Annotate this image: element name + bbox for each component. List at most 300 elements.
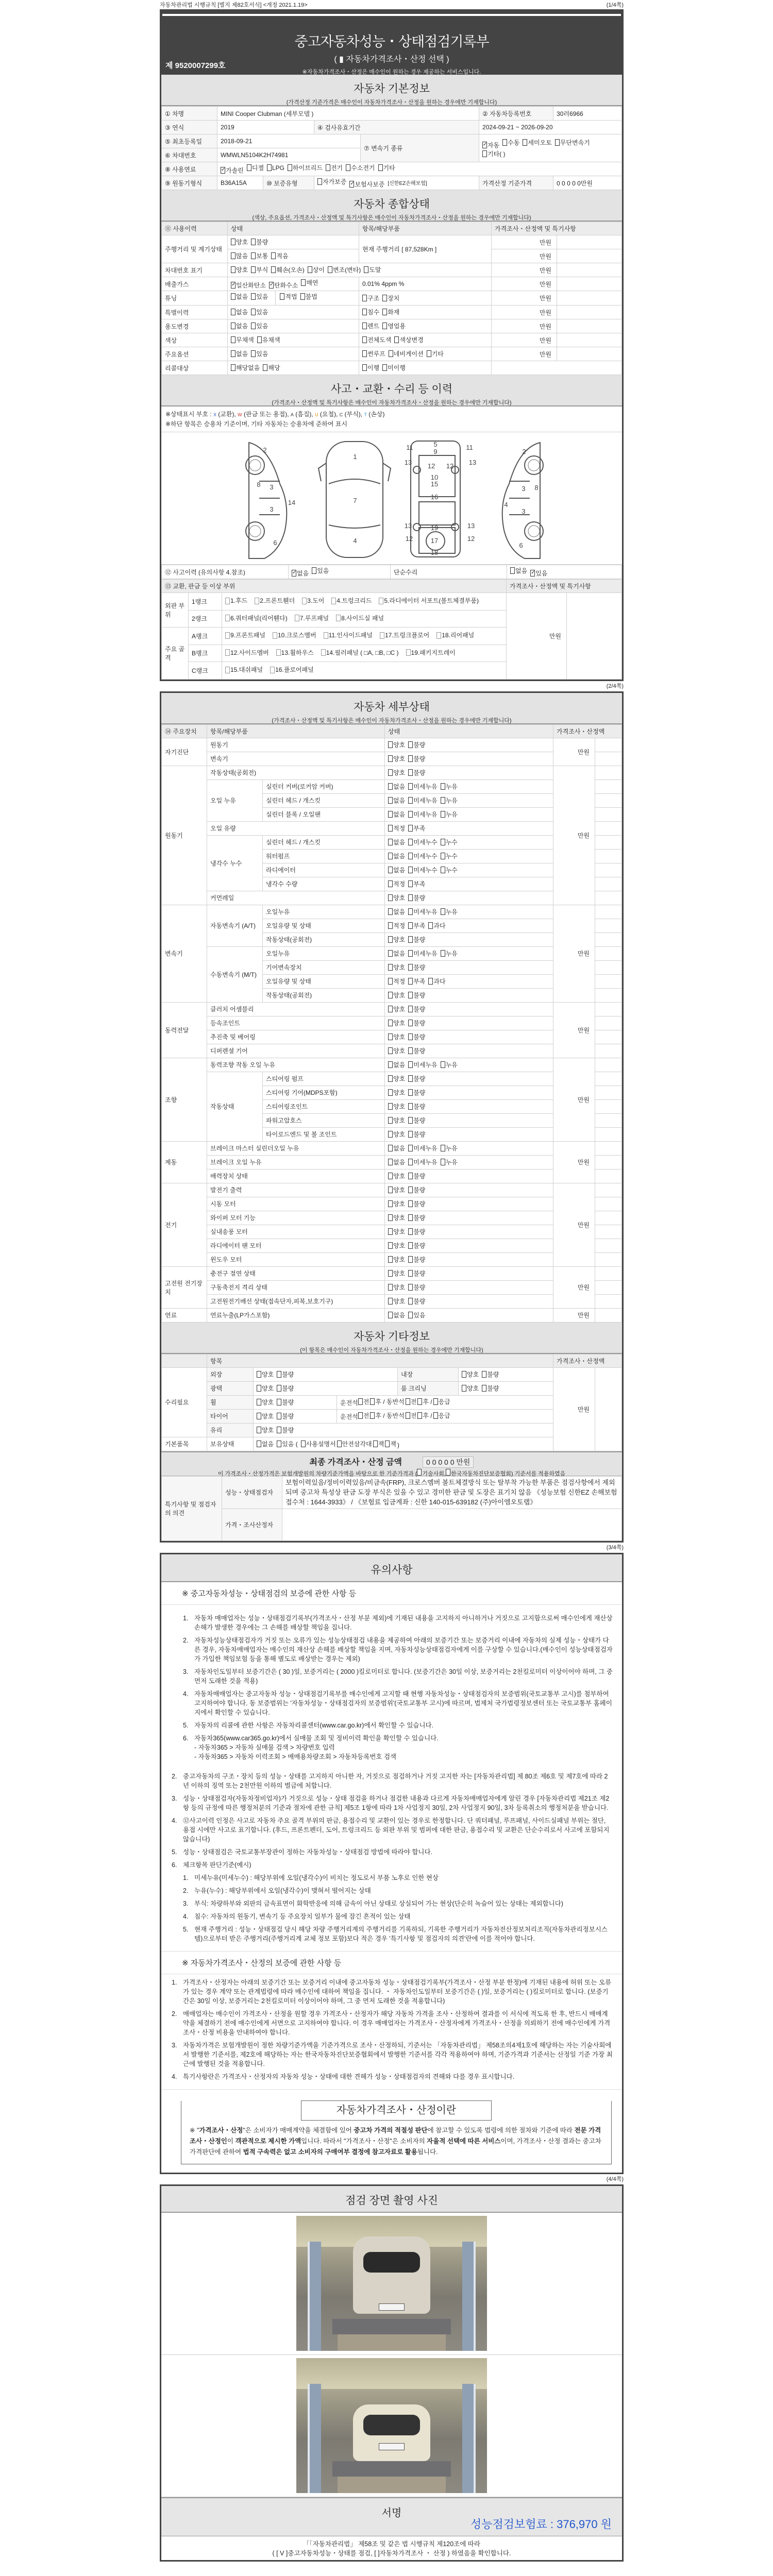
checkbox-option[interactable] (382, 321, 406, 330)
checkbox-option[interactable] (408, 1005, 425, 1013)
checkbox-icon[interactable] (257, 1385, 261, 1392)
checkbox-icon[interactable] (379, 598, 383, 604)
checkbox-option[interactable] (257, 1439, 274, 1448)
checkbox-option[interactable] (408, 991, 425, 999)
checkbox-option[interactable] (408, 768, 425, 777)
checkbox-option[interactable] (231, 238, 248, 246)
checkbox-option[interactable] (482, 1384, 499, 1393)
checkbox-option[interactable] (408, 1199, 425, 1208)
checkbox-option[interactable] (441, 1158, 458, 1166)
checkbox-option[interactable] (300, 292, 317, 301)
checkbox-icon[interactable] (408, 950, 413, 957)
checkbox-icon[interactable] (277, 1371, 281, 1378)
checkbox-icon[interactable] (362, 364, 367, 371)
checkbox-option[interactable] (301, 1439, 336, 1448)
checkbox-option[interactable] (408, 824, 425, 833)
checkbox-option[interactable] (388, 1130, 405, 1139)
checkbox-option[interactable] (257, 335, 280, 344)
checkbox-option[interactable] (530, 569, 547, 578)
checkbox-icon[interactable] (388, 769, 393, 776)
checkbox-icon[interactable] (382, 295, 387, 301)
checkbox-option[interactable] (269, 281, 298, 290)
checkbox-option[interactable] (388, 1046, 405, 1055)
checkbox-icon[interactable] (502, 139, 507, 146)
checkbox-option[interactable] (555, 138, 590, 147)
checkbox-icon[interactable] (388, 1312, 393, 1318)
checkbox-icon[interactable] (257, 1399, 261, 1405)
checkbox-icon[interactable] (263, 364, 267, 371)
checkbox-option[interactable] (388, 1088, 405, 1097)
checkbox-option[interactable] (257, 1412, 274, 1420)
checkbox-icon[interactable] (362, 323, 367, 329)
checkbox-icon[interactable] (462, 1385, 466, 1392)
checkbox-option[interactable] (408, 977, 425, 986)
checkbox-option[interactable] (251, 251, 268, 260)
checkbox-option[interactable] (251, 292, 268, 301)
checkbox-option[interactable] (482, 141, 499, 149)
checkbox-option[interactable] (408, 1269, 425, 1278)
checkbox-icon[interactable] (408, 1075, 413, 1082)
checkbox-icon[interactable] (388, 1075, 393, 1082)
checkbox-icon[interactable] (441, 1061, 445, 1068)
checkbox-icon[interactable] (358, 1412, 363, 1419)
checkbox-icon[interactable] (408, 992, 413, 998)
checkbox-icon[interactable] (277, 1440, 281, 1447)
checkbox-icon[interactable] (231, 309, 236, 315)
checkbox-option[interactable] (408, 1283, 425, 1292)
checkbox-icon[interactable] (408, 1061, 413, 1068)
checkbox-icon[interactable] (251, 252, 256, 259)
checkbox-option[interactable] (408, 810, 437, 819)
checkbox-icon[interactable] (555, 139, 560, 146)
checkbox-icon[interactable] (277, 1399, 281, 1405)
checkbox-option[interactable] (221, 166, 244, 175)
checkbox-icon[interactable] (441, 839, 445, 845)
checkbox-option[interactable] (408, 1255, 425, 1264)
checkbox-option[interactable] (225, 665, 263, 674)
checkbox-option[interactable] (336, 614, 384, 623)
checked-box-icon[interactable] (269, 282, 274, 289)
checkbox-icon[interactable] (408, 825, 413, 832)
checkbox-icon[interactable] (271, 252, 276, 259)
checkbox-option[interactable] (255, 596, 295, 605)
checkbox-icon[interactable] (388, 1033, 393, 1040)
checkbox-option[interactable] (462, 1384, 479, 1393)
checkbox-option[interactable] (231, 363, 260, 372)
checkbox-option[interactable] (408, 879, 425, 888)
checkbox-option[interactable] (251, 308, 268, 316)
checkbox-icon[interactable] (388, 783, 393, 790)
checkbox-option[interactable] (273, 631, 316, 640)
checkbox-option[interactable] (302, 596, 324, 605)
checkbox-icon[interactable] (362, 350, 367, 357)
checkbox-option[interactable] (408, 1227, 425, 1236)
checkbox-icon[interactable] (388, 1117, 393, 1124)
checkbox-icon[interactable] (408, 755, 413, 762)
checkbox-icon[interactable] (441, 797, 445, 804)
checkbox-icon[interactable] (408, 1214, 413, 1221)
checkbox-icon[interactable] (280, 293, 284, 300)
checkbox-icon[interactable] (441, 950, 445, 957)
checkbox-option[interactable] (388, 1297, 405, 1306)
checkbox-option[interactable] (441, 1060, 458, 1069)
checkbox-option[interactable] (277, 1398, 294, 1406)
checkbox-option[interactable] (231, 251, 248, 260)
checkbox-icon[interactable] (408, 839, 413, 845)
checkbox-icon[interactable] (385, 1440, 390, 1447)
checkbox-icon[interactable] (388, 741, 393, 748)
checkbox-option[interactable] (257, 1398, 274, 1406)
checkbox-icon[interactable] (436, 632, 441, 639)
checkbox-icon[interactable] (362, 309, 367, 315)
checkbox-option[interactable] (408, 935, 425, 944)
checkbox-option[interactable] (408, 907, 437, 916)
checkbox-option[interactable] (270, 665, 314, 674)
checkbox-option[interactable] (225, 631, 265, 640)
checkbox-option[interactable] (277, 1439, 298, 1448)
checkbox-option[interactable] (388, 991, 405, 999)
checkbox-icon[interactable] (388, 867, 393, 873)
checkbox-option[interactable] (280, 292, 297, 301)
checkbox-option[interactable] (408, 866, 437, 874)
checkbox-icon[interactable] (388, 1047, 393, 1054)
checkbox-icon[interactable] (321, 649, 326, 656)
checked-box-icon[interactable] (292, 570, 296, 577)
checkbox-option[interactable] (388, 1227, 405, 1236)
checkbox-option[interactable] (408, 782, 437, 791)
checkbox-option[interactable] (441, 907, 458, 916)
checkbox-option[interactable] (406, 1411, 417, 1420)
checkbox-option[interactable] (408, 949, 437, 958)
checked-box-icon[interactable] (221, 167, 225, 174)
checkbox-option[interactable] (388, 1283, 405, 1292)
checkbox-icon[interactable] (231, 252, 236, 259)
checkbox-option[interactable] (388, 1241, 405, 1250)
checkbox-option[interactable] (251, 349, 268, 358)
checkbox-icon[interactable] (408, 1089, 413, 1096)
checkbox-icon[interactable] (408, 1187, 413, 1193)
checkbox-option[interactable] (388, 1019, 405, 1027)
checkbox-icon[interactable] (388, 1284, 393, 1291)
checkbox-option[interactable] (441, 796, 458, 805)
checkbox-icon[interactable] (388, 811, 393, 818)
checkbox-option[interactable] (408, 1185, 425, 1194)
checkbox-option[interactable] (349, 180, 384, 189)
checkbox-option[interactable] (388, 1269, 405, 1278)
checkbox-option[interactable] (388, 977, 405, 986)
checkbox-option[interactable] (328, 265, 361, 274)
checkbox-option[interactable] (225, 648, 269, 657)
checkbox-icon[interactable] (388, 1089, 393, 1096)
checkbox-option[interactable] (251, 265, 268, 274)
checkbox-icon[interactable] (462, 1371, 466, 1378)
checkbox-icon[interactable] (225, 615, 230, 621)
checkbox-icon[interactable] (276, 649, 281, 656)
checkbox-icon[interactable] (317, 178, 322, 185)
checkbox-icon[interactable] (231, 350, 236, 357)
checkbox-icon[interactable] (231, 266, 236, 273)
checkbox-icon[interactable] (300, 293, 305, 300)
checkbox-icon[interactable] (408, 1298, 413, 1304)
checkbox-option[interactable] (362, 308, 379, 316)
checkbox-option[interactable] (251, 321, 268, 330)
checkbox-icon[interactable] (408, 783, 413, 790)
checkbox-option[interactable] (408, 893, 425, 902)
checkbox-option[interactable] (312, 566, 329, 575)
checkbox-option[interactable] (388, 949, 405, 958)
checkbox-option[interactable] (388, 768, 405, 777)
checkbox-option[interactable] (462, 1370, 479, 1379)
checkbox-icon[interactable] (523, 139, 527, 146)
checkbox-icon[interactable] (231, 336, 236, 343)
checkbox-icon[interactable] (417, 1412, 422, 1419)
checkbox-option[interactable] (358, 1397, 369, 1406)
checkbox-icon[interactable] (408, 867, 413, 873)
checkbox-option[interactable] (277, 1412, 294, 1420)
checkbox-option[interactable] (247, 163, 264, 172)
checkbox-option[interactable] (388, 1102, 405, 1111)
checkbox-icon[interactable] (257, 336, 262, 343)
checkbox-icon[interactable] (378, 164, 383, 171)
checkbox-option[interactable] (389, 349, 424, 358)
checkbox-icon[interactable] (417, 1398, 422, 1405)
checkbox-option[interactable] (326, 163, 343, 172)
checkbox-option[interactable] (441, 949, 458, 958)
checkbox-icon[interactable] (301, 279, 306, 286)
checkbox-icon[interactable] (408, 936, 413, 943)
checkbox-icon[interactable] (428, 922, 433, 929)
checkbox-option[interactable] (362, 363, 379, 372)
checkbox-option[interactable] (378, 163, 395, 172)
checkbox-icon[interactable] (388, 964, 393, 971)
checkbox-option[interactable] (408, 1102, 425, 1111)
checkbox-option[interactable] (388, 1311, 405, 1319)
checkbox-option[interactable] (417, 1397, 432, 1406)
checkbox-icon[interactable] (408, 922, 413, 929)
checkbox-option[interactable] (441, 782, 458, 791)
checkbox-option[interactable] (317, 177, 346, 186)
checkbox-icon[interactable] (388, 839, 393, 845)
checkbox-icon[interactable] (328, 266, 332, 273)
checkbox-icon[interactable] (257, 1440, 261, 1447)
checkbox-icon[interactable] (408, 1131, 413, 1138)
checkbox-icon[interactable] (257, 1427, 261, 1433)
checkbox-option[interactable] (388, 1005, 405, 1013)
checkbox-icon[interactable] (382, 323, 387, 329)
checkbox-option[interactable] (388, 1185, 405, 1194)
checkbox-icon[interactable] (308, 266, 312, 273)
checkbox-icon[interactable] (408, 769, 413, 776)
checkbox-option[interactable] (251, 238, 268, 246)
checkbox-option[interactable] (388, 852, 405, 860)
checkbox-icon[interactable] (433, 1412, 438, 1419)
checkbox-icon[interactable] (364, 266, 368, 273)
checkbox-icon[interactable] (406, 1412, 410, 1419)
checkbox-option[interactable] (388, 1032, 405, 1041)
checkbox-option[interactable] (482, 149, 506, 158)
checkbox-icon[interactable] (408, 853, 413, 859)
checkbox-option[interactable] (385, 1439, 396, 1448)
checkbox-option[interactable] (502, 138, 519, 147)
checkbox-option[interactable] (388, 893, 405, 902)
checkbox-option[interactable] (408, 1213, 425, 1222)
checkbox-option[interactable] (277, 1370, 294, 1379)
checkbox-option[interactable] (267, 164, 284, 172)
checkbox-option[interactable] (408, 963, 425, 972)
checkbox-option[interactable] (408, 1019, 425, 1027)
checkbox-icon[interactable] (251, 293, 256, 300)
checkbox-icon[interactable] (380, 632, 384, 639)
checkbox-icon[interactable] (225, 632, 230, 639)
checkbox-icon[interactable] (382, 309, 387, 315)
checkbox-icon[interactable] (231, 364, 236, 371)
checkbox-option[interactable] (408, 1046, 425, 1055)
checkbox-icon[interactable] (231, 239, 236, 245)
checkbox-option[interactable] (388, 907, 405, 916)
checkbox-icon[interactable] (427, 350, 431, 357)
checkbox-option[interactable] (388, 1060, 405, 1069)
checkbox-icon[interactable] (231, 293, 236, 300)
checkbox-icon[interactable] (408, 1145, 413, 1151)
checkbox-option[interactable] (277, 1384, 294, 1393)
checkbox-icon[interactable] (388, 1228, 393, 1235)
checkbox-icon[interactable] (388, 950, 393, 957)
checkbox-icon[interactable] (324, 632, 328, 639)
checkbox-option[interactable] (364, 265, 381, 274)
checkbox-option[interactable] (408, 1158, 437, 1166)
checkbox-option[interactable] (382, 363, 406, 372)
checkbox-option[interactable] (231, 292, 248, 301)
checkbox-option[interactable] (370, 1397, 404, 1406)
checkbox-icon[interactable] (406, 649, 411, 656)
checked-box-icon[interactable] (482, 142, 487, 148)
checkbox-icon[interactable] (408, 1200, 413, 1207)
checkbox-icon[interactable] (408, 1312, 413, 1318)
checkbox-icon[interactable] (358, 1398, 363, 1405)
checkbox-option[interactable] (394, 335, 423, 344)
checkbox-option[interactable] (441, 810, 458, 819)
checkbox-icon[interactable] (271, 266, 276, 273)
checkbox-icon[interactable] (441, 867, 445, 873)
checkbox-icon[interactable] (301, 1440, 306, 1447)
checkbox-option[interactable] (388, 838, 405, 846)
checkbox-icon[interactable] (428, 978, 433, 985)
checkbox-option[interactable] (388, 782, 405, 791)
checkbox-icon[interactable] (388, 825, 393, 832)
checkbox-option[interactable] (408, 754, 425, 763)
checkbox-option[interactable] (346, 163, 375, 172)
checkbox-icon[interactable] (388, 1173, 393, 1179)
checkbox-tech-society[interactable] (417, 1469, 422, 1476)
checkbox-icon[interactable] (388, 978, 393, 985)
checkbox-option[interactable] (225, 596, 247, 605)
checkbox-option[interactable] (408, 1130, 425, 1139)
checkbox-icon[interactable] (370, 1398, 375, 1405)
checkbox-icon[interactable] (251, 239, 256, 245)
checkbox-icon[interactable] (346, 164, 350, 171)
checkbox-icon[interactable] (408, 1242, 413, 1249)
checkbox-icon[interactable] (388, 894, 393, 901)
checkbox-option[interactable] (362, 321, 379, 330)
checkbox-option[interactable] (362, 349, 385, 358)
checkbox-icon[interactable] (277, 1385, 281, 1392)
checkbox-option[interactable] (362, 294, 379, 302)
checkbox-option[interactable] (388, 824, 405, 833)
checkbox-icon[interactable] (388, 853, 393, 859)
checkbox-icon[interactable] (257, 1413, 261, 1419)
checkbox-icon[interactable] (267, 164, 272, 171)
checkbox-option[interactable] (388, 1074, 405, 1083)
checkbox-icon[interactable] (295, 615, 299, 621)
checkbox-option[interactable] (408, 1241, 425, 1250)
checkbox-option[interactable] (388, 1144, 405, 1153)
checked-box-icon[interactable] (349, 181, 354, 188)
checkbox-option[interactable] (271, 265, 304, 274)
checkbox-option[interactable] (257, 1370, 274, 1379)
checkbox-icon[interactable] (408, 978, 413, 985)
checkbox-icon[interactable] (370, 1412, 375, 1419)
checkbox-icon[interactable] (482, 1371, 486, 1378)
checkbox-icon[interactable] (408, 1117, 413, 1124)
checked-box-icon[interactable] (530, 570, 535, 577)
checkbox-icon[interactable] (510, 567, 515, 574)
checkbox-option[interactable] (388, 754, 405, 763)
checkbox-icon[interactable] (288, 164, 292, 171)
checkbox-option[interactable] (321, 648, 399, 657)
checkbox-option[interactable] (388, 1213, 405, 1222)
checkbox-option[interactable] (427, 349, 444, 358)
checkbox-icon[interactable] (408, 908, 413, 915)
checkbox-option[interactable] (231, 321, 248, 330)
checkbox-option[interactable] (408, 1032, 425, 1041)
checkbox-option[interactable] (231, 281, 266, 290)
checkbox-icon[interactable] (441, 1145, 445, 1151)
checkbox-option[interactable] (408, 1074, 425, 1083)
checkbox-option[interactable] (358, 1411, 369, 1420)
checkbox-icon[interactable] (302, 598, 307, 604)
checkbox-option[interactable] (388, 796, 405, 805)
checkbox-icon[interactable] (388, 1256, 393, 1263)
checkbox-icon[interactable] (336, 615, 341, 621)
checkbox-icon[interactable] (408, 811, 413, 818)
checkbox-option[interactable] (428, 977, 445, 986)
checkbox-option[interactable] (406, 1397, 417, 1406)
checkbox-icon[interactable] (331, 598, 336, 604)
checkbox-icon[interactable] (482, 1385, 486, 1392)
checkbox-icon[interactable] (388, 880, 393, 887)
checkbox-icon[interactable] (408, 1173, 413, 1179)
checkbox-icon[interactable] (408, 1047, 413, 1054)
checkbox-option[interactable] (408, 1172, 425, 1180)
checkbox-option[interactable] (370, 1411, 404, 1420)
checkbox-option[interactable] (388, 740, 405, 749)
checkbox-icon[interactable] (388, 992, 393, 998)
checkbox-option[interactable] (436, 631, 474, 640)
checkbox-icon[interactable] (408, 1270, 413, 1277)
checkbox-option[interactable] (417, 1411, 432, 1420)
checkbox-icon[interactable] (408, 1284, 413, 1291)
checkbox-option[interactable] (380, 631, 429, 640)
checkbox-icon[interactable] (388, 1103, 393, 1110)
checkbox-option[interactable] (388, 963, 405, 972)
checkbox-option[interactable] (408, 1060, 437, 1069)
checkbox-option[interactable] (308, 265, 325, 274)
checkbox-option[interactable] (225, 614, 288, 623)
checkbox-option[interactable] (408, 1297, 425, 1306)
checkbox-icon[interactable] (373, 1440, 378, 1447)
checkbox-icon[interactable] (408, 797, 413, 804)
checkbox-icon[interactable] (326, 164, 330, 171)
